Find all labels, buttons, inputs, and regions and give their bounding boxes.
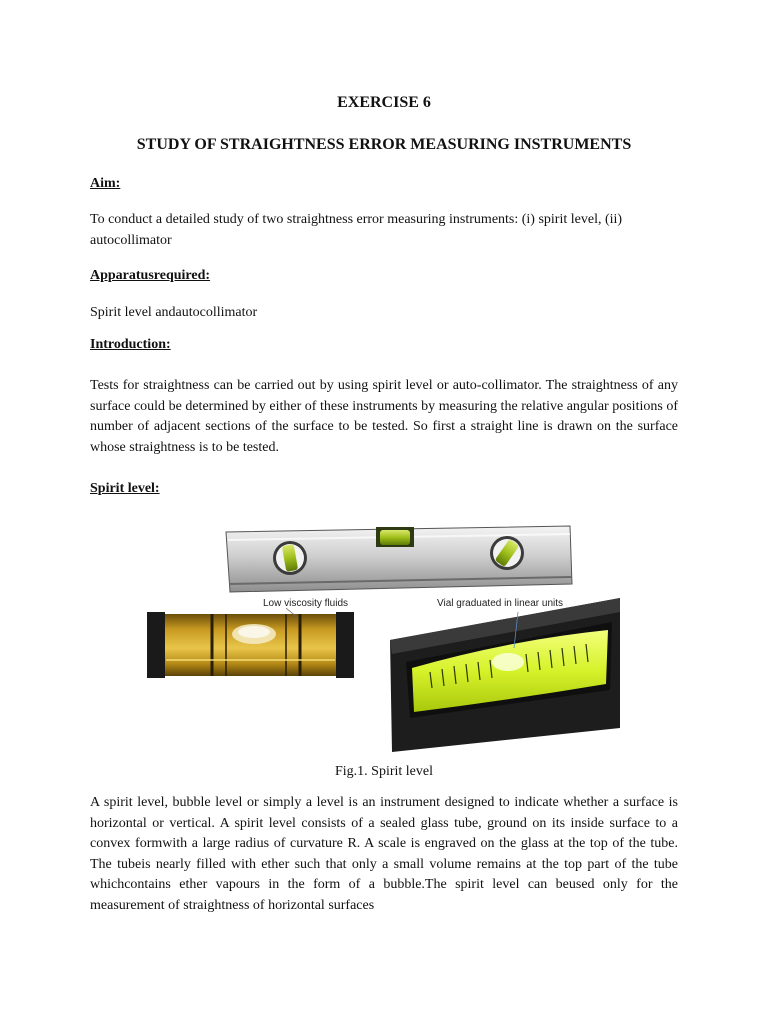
aluminium-spirit-level-image: [226, 526, 572, 592]
exercise-title: EXERCISE 6: [337, 94, 431, 111]
vial-graduated-label: Vial graduated in linear units: [437, 598, 564, 609]
apparatus-text: Spirit level andautocollimator: [90, 305, 258, 320]
aim-text: To conduct a detailed study of two straightness error measuring instruments: (i) spirit level, (ii) autocollimator: [90, 212, 623, 248]
document-page: [90, 0, 678, 1024]
introduction-heading: Introduction:: [90, 337, 171, 352]
graduated-vial-image: [390, 598, 620, 752]
apparatus-heading: Apparatusrequired:: [90, 268, 211, 283]
low-viscosity-vial-image: [147, 608, 354, 678]
spirit-level-heading: Spirit level:: [90, 481, 160, 496]
aim-heading: Aim:: [90, 176, 121, 191]
introduction-text: Tests for straightness can be carried out by using spirit level or auto-collimator. The straightness of any surface could be determined by either of these instruments by measuring the relative angular positions of number of adjacent sections of the surface to be tested. So first a straight line is drawn on the surface whose straightness is to be tested.: [90, 378, 678, 455]
low-viscosity-label: Low viscosity fluids: [263, 598, 349, 609]
spirit-level-figure: [90, 0, 678, 760]
figure-caption: Fig.1. Spirit level: [335, 764, 433, 779]
spirit-level-text: A spirit level, bubble level or simply a level is an instrument designed to indicate whether a surface is horizontal or vertical. A spirit level consists of a sealed glass tube, ground on its inside surface to a convex formwith a large radius of curvature R. A scale is engraved on the glass at the top of the tube. The tubeis nearly filled with ether such that only a small volume remains at the top part of the tube whichcontains ether vapours in the form of a bubble.The spirit level can beused only for the measurement of straightness of horizontal surfaces: [90, 795, 678, 913]
main-title: STUDY OF STRAIGHTNESS ERROR MEASURING INSTRUMENTS: [136, 136, 632, 153]
